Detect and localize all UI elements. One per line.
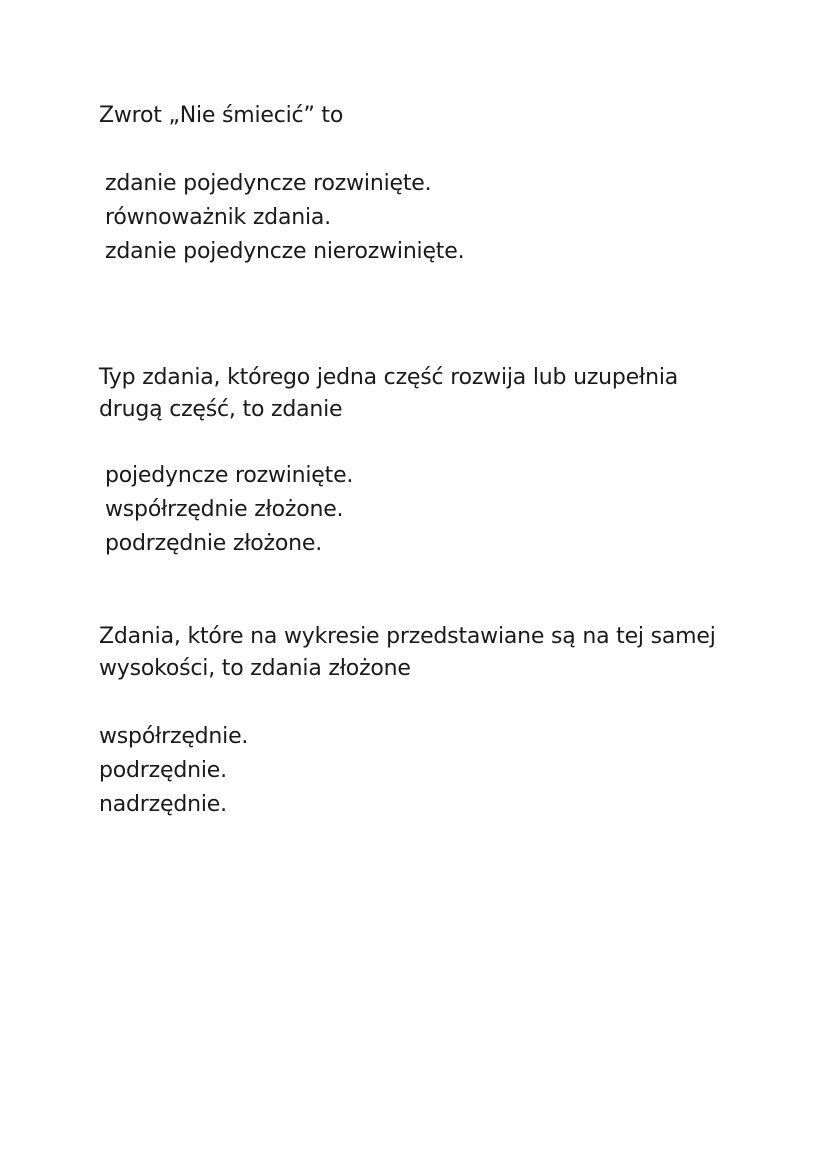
question-2-options — [99, 459, 739, 561]
question-3-options — [99, 720, 739, 822]
question-2 — [99, 362, 739, 561]
answer-option[interactable]: współrzędnie złożone. — [105, 497, 344, 522]
answer-option[interactable]: zdanie pojedyncze nierozwinięte. — [105, 239, 465, 264]
question-1 — [99, 100, 739, 269]
answer-option[interactable]: pojedyncze rozwinięte. — [105, 463, 354, 488]
question-1-options — [99, 167, 739, 269]
answer-option[interactable]: zdanie pojedyncze rozwinięte. — [105, 171, 432, 196]
question-3 — [99, 621, 739, 822]
answer-option[interactable]: podrzędnie. — [99, 758, 227, 783]
question-3-text: Zdania, które na wykresie przedstawiane są na tej samej wysokości, to zdania złożone — [99, 624, 716, 681]
answer-option[interactable]: nadrzędnie. — [99, 792, 227, 817]
answer-option[interactable]: podrzędnie złożone. — [105, 531, 323, 556]
answer-option[interactable]: równoważnik zdania. — [105, 205, 331, 230]
answer-option[interactable]: współrzędnie. — [99, 724, 249, 749]
question-1-text: Zwrot „Nie śmiecić” to — [99, 103, 344, 128]
question-2-text: Typ zdania, którego jedna część rozwija lub uzupełnia drugą część, to zdanie — [99, 365, 679, 422]
